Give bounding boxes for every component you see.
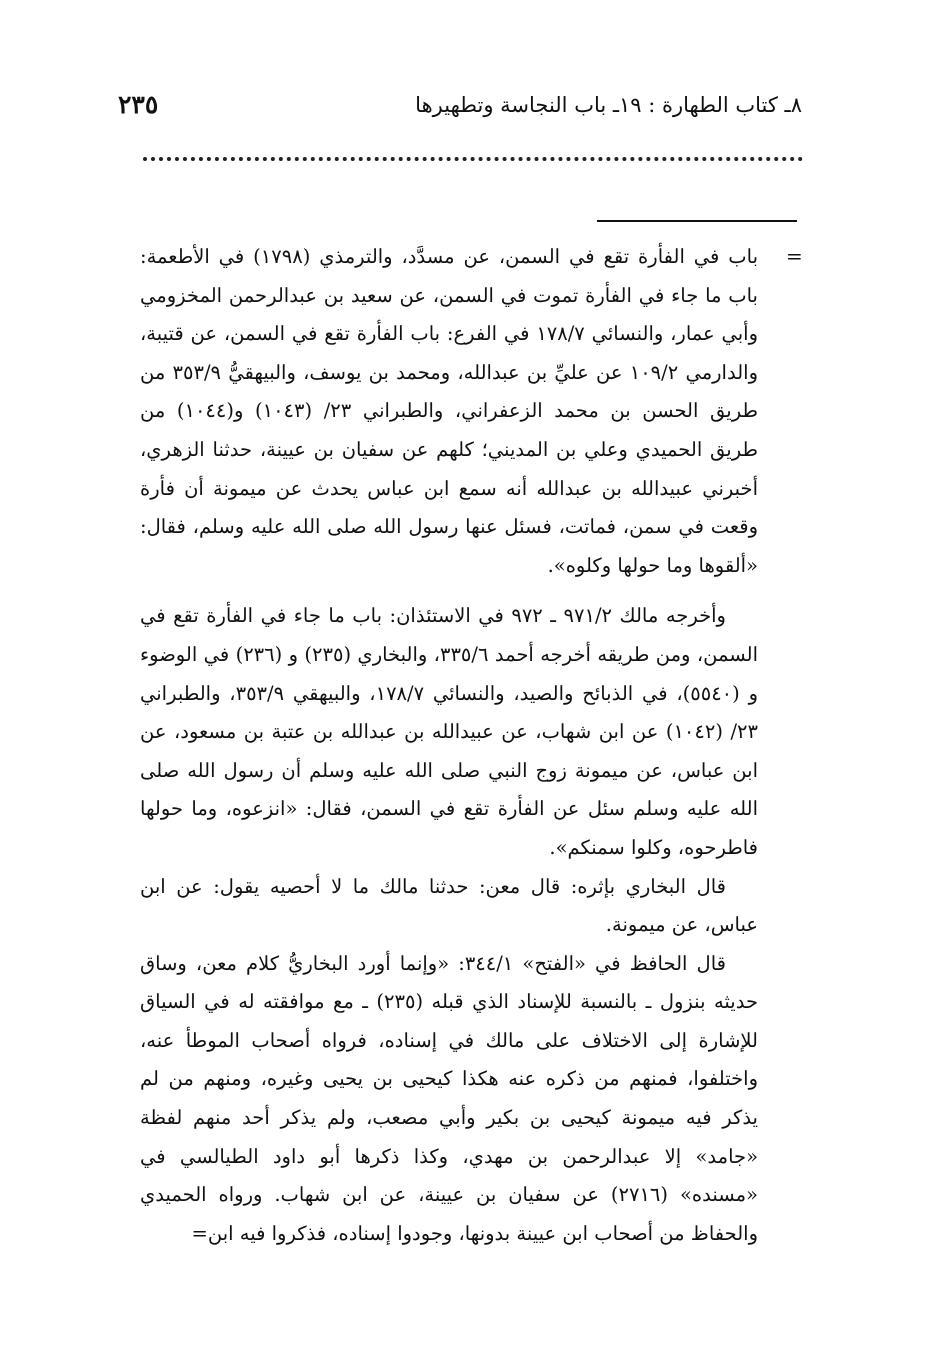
page-header — [118, 88, 808, 128]
page-number: ٢٣٥ — [118, 90, 159, 119]
footnote-text — [140, 238, 758, 1253]
footnote-paragraph: باب في الفأرة تقع في السمن، عن مسدَّد، والترمذي (١٧٩٨) في الأطعمة: باب ما جاء في الفأرة تموت في السمن، عن سعيد بن عبدالرحمن المخزومي وأبي عمار، والنسائي ١٧٨/٧ في الفرع: باب الفأرة تقع في السمن، عن قتيبة، والدارمي ١٠٩/٢ عن عليِّ بن عبدالله، ومحمد بن يوسف، والبيهقيُّ ٣٥٣/٩ من طريق الحسن بن محمد الزعفراني، والطبراني ٢٣/ (١٠٤٣) و(١٠٤٤) من طريق الحميدي وعلي بن المديني؛ كلهم عن سفيان بن عيينة، حدثنا الزهري، أخبرني عبيدالله بن عبدالله أنه سمع ابن عباس يحدث عن ميمونة أن فأرة وقعت في سمن، فماتت، فسئل عنها رسول الله صلى الله عليه وسلم، فقال: «ألقوها وما حولها وكلوه». — [140, 245, 759, 577]
footnote-paragraph: قال البخاري بإثره: قال معن: حدثنا مالك ما لا أحصيه يقول: عن ابن عباس، عن ميمونة. — [140, 874, 758, 937]
running-title: ٨ـ كتاب الطهارة : ١٩ـ باب النجاسة وتطهيرها — [415, 93, 802, 117]
footnote-paragraph: قال الحافظ في «الفتح» ٣٤٤/١: «وإنما أورد البخاريُّ كلام معن، وساق حديثه بنزول ـ بالنسبة للإسناد الذي قبله (٢٣٥) ـ مع موافقته له في السياق للإشارة إلى الاختلاف على مالك في إسناده، فرواه أصحاب الموطأ عنه، واختلفوا، فمنهم من ذكره عنه هكذا كيحيى بن يحيى وغيره، ومنهم من لم يذكر فيه ميمونة كيحيى بن بكير وأبي مصعب، ولم يذكر أحد منهم لفظة «جامد» إلا عبدالرحمن بن مهدي، وكذا ذكرها أبو داود الطيالسي في «مسنده» (٢٧١٦) عن سفيان بن عيينة، عن ابن شهاب. ورواه الحميدي والحفاظ من أصحاب ابن عيينة بدونها، وجودوا إسناده، فذكروا فيه ابن= — [140, 951, 759, 1245]
dotted-divider — [143, 157, 803, 161]
footnote-rule — [597, 220, 797, 222]
footnote-paragraph: وأخرجه مالك ٩٧١/٢ ـ ٩٧٢ في الاستئذان: باب ما جاء في الفأرة تقع في السمن، ومن طريقه أخرجه أحمد ٣٣٥/٦، والبخاري (٢٣٥) و (٢٣٦) في الوضوء و (٥٥٤٠)، في الذبائح والصيد، والنسائي ١٧٨/٧، والبيهقي ٣٥٣/٩، والطبراني ٢٣/ (١٠٤٢) عن ابن شهاب، عن عبيدالله بن عبدالله بن عتبة بن مسعود، عن ابن عباس، عن ميمونة زوج النبي صلى الله عليه وسلم أن رسول الله صلى الله عليه وسلم سئل عن الفأرة تقع في السمن، فقال: «انزعوه، وما حولها فاطرحوه، وكلوا سمنكم». — [140, 604, 758, 859]
continuation-mark: = — [786, 244, 803, 268]
